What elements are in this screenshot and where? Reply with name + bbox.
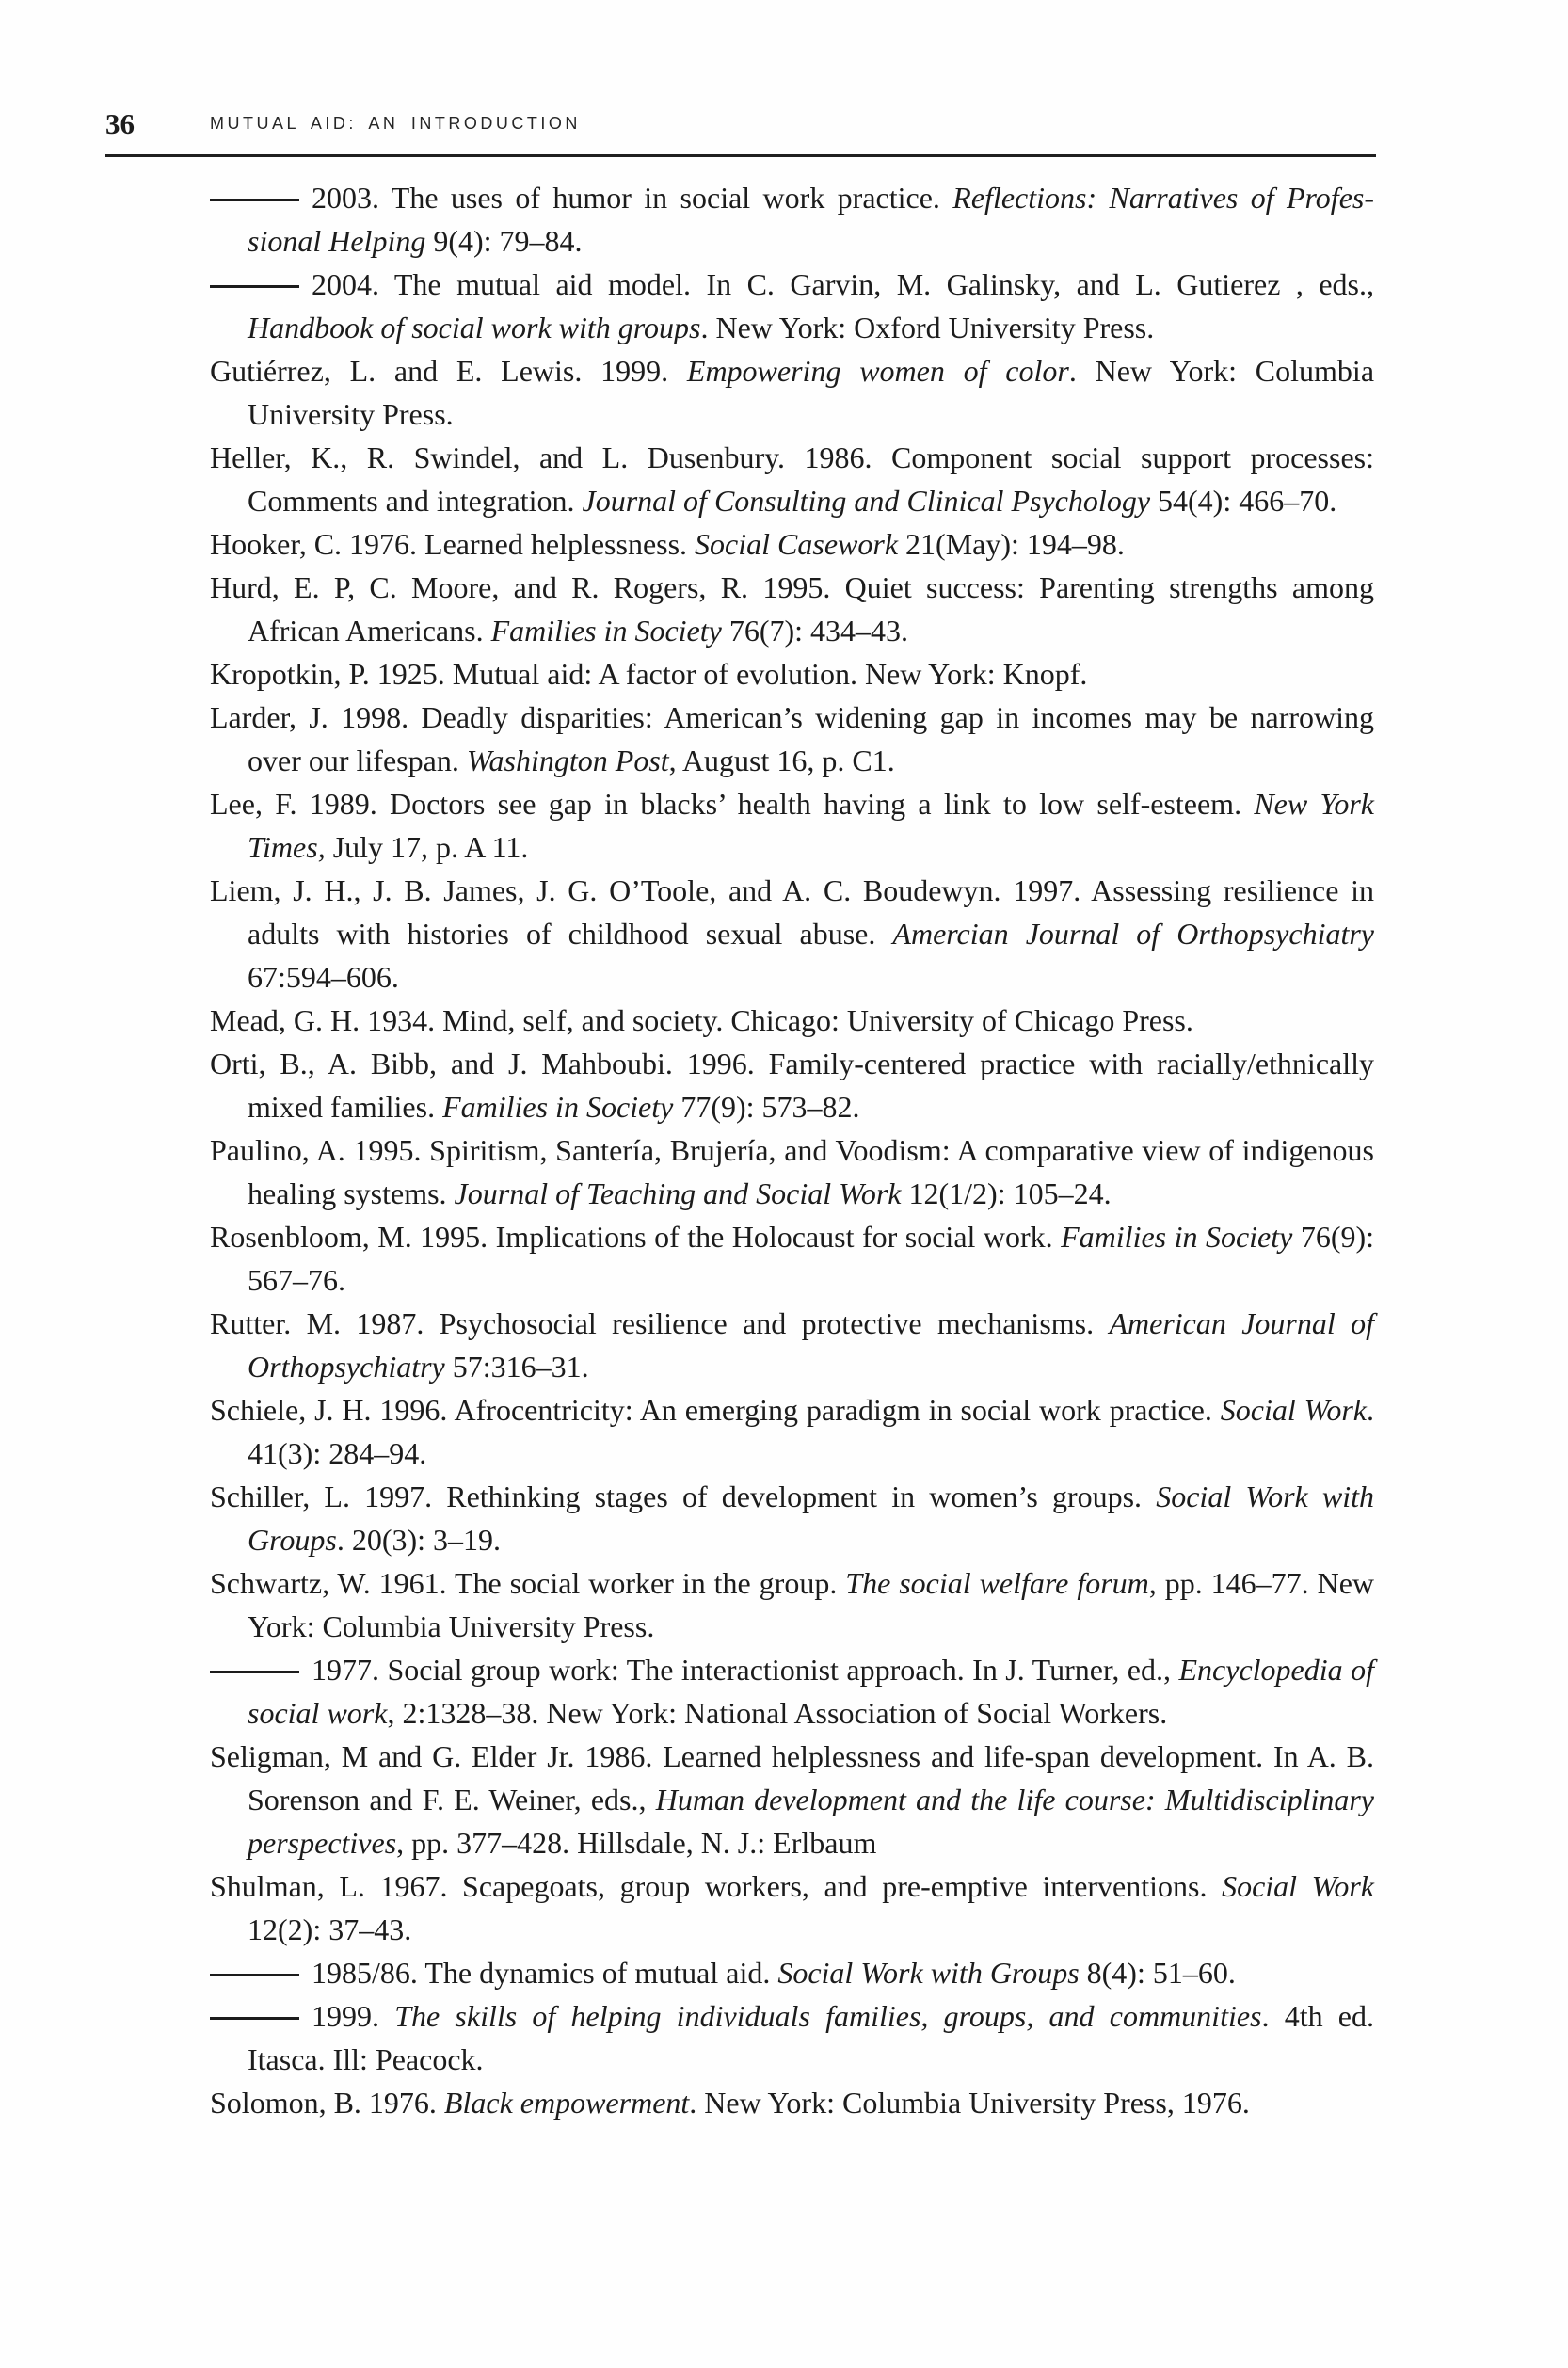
reference-text: July 17, p. A 11. — [325, 830, 529, 864]
reference-entry — [210, 176, 1374, 263]
reference-title-italic: Social Work with Groups — [777, 1956, 1080, 1990]
reference-text: . 20(3): 3–19. — [336, 1523, 502, 1557]
reference-text: , pp. 377–428. Hillsdale, N. J.: Erlbaum — [396, 1826, 877, 1860]
reference-text: Schiele, J. H. 1996. Afrocentricity: An emerging paradigm in social work practice. — [210, 1393, 1221, 1427]
reference-title-italic: Families in Society — [442, 1090, 674, 1124]
same-author-dash — [210, 1671, 299, 1673]
reference-entry — [210, 1951, 1374, 1994]
reference-entry — [210, 696, 1374, 782]
reference-entry — [210, 1475, 1374, 1561]
reference-entry — [210, 652, 1374, 696]
reference-entry — [210, 1042, 1374, 1128]
reference-title-italic: Washington Post — [466, 744, 669, 777]
reference-text: , August 16, p. C1. — [668, 744, 895, 777]
reference-entry — [210, 2081, 1374, 2124]
reference-text: . New York: Oxford University Press. — [700, 311, 1155, 344]
reference-text: . 4th ed. Itasca. Ill: Peacock. — [248, 1999, 1374, 2076]
reference-entry — [210, 522, 1374, 566]
reference-text: Schwartz, W. 1961. The social worker in the group. — [210, 1566, 846, 1600]
reference-text: 1985/86. The dynamics of mutual aid. — [312, 1956, 778, 1990]
reference-title-italic: New York Times, — [248, 787, 1374, 864]
header-rule — [105, 154, 1376, 157]
reference-text: Rosenbloom, M. 1995. Implications of the Holocaust for social work. — [210, 1220, 1062, 1254]
reference-entry — [210, 1388, 1374, 1475]
reference-entry — [210, 1215, 1374, 1302]
reference-text: 1977. Social group work: The interactionist approach. In J. Turner, ed., — [312, 1653, 1179, 1687]
reference-title-italic: Social Work — [1222, 1869, 1375, 1903]
page-number: 36 — [105, 107, 135, 140]
reference-text: 57:316–31. — [444, 1350, 589, 1384]
reference-text: 2003. The uses of humor in social work practice. — [312, 181, 953, 215]
reference-entry — [210, 1648, 1374, 1735]
reference-entry — [210, 263, 1374, 349]
reference-text: 9(4): 79–84. — [425, 224, 583, 258]
reference-title-italic: Amercian Journal of Orthopsychiatry — [892, 917, 1375, 951]
reference-title-italic: American Journal of Orthopsychiatry — [248, 1306, 1375, 1384]
reference-text: Lee, F. 1989. Doctors see gap in blacks’ health having a link to low self-esteem. — [210, 787, 1255, 821]
reference-text: Schiller, L. 1997. Rethinking stages of development in women’s groups. — [210, 1480, 1157, 1513]
reference-text: Heller, K., R. Swindel, and L. Dusenbury. 1986. Component social support processes: Comments and integration. — [210, 440, 1374, 518]
same-author-dash — [210, 2017, 299, 2020]
reference-text: 76(7): 434–43. — [721, 614, 909, 648]
same-author-dash — [210, 1974, 299, 1976]
reference-entry — [210, 349, 1374, 436]
reference-text: Larder, J. 1998. Deadly disparities: American’s widening gap in incomes may be narrowing over our lifespan. — [210, 700, 1374, 777]
reference-text: 67:594–606. — [248, 960, 399, 994]
reference-text: Mead, G. H. 1934. Mind, self, and society. Chicago: University of Chicago Press. — [210, 1003, 1193, 1037]
reference-title-italic: The skills of helping individuals families, groups, and communities — [394, 1999, 1262, 2033]
reference-text: , pp. 146–77. New York: Columbia University Press. — [248, 1566, 1374, 1643]
reference-title-italic: The social welfare forum — [845, 1566, 1149, 1600]
reference-entry — [210, 782, 1374, 869]
same-author-dash — [210, 285, 299, 288]
reference-entry — [210, 436, 1374, 522]
reference-title-italic: Social Work with Groups — [248, 1480, 1375, 1557]
reference-title-italic: Empowering women of color — [686, 354, 1069, 388]
reference-text: 77(9): 573–82. — [673, 1090, 860, 1124]
reference-text: . New York: Columbia University Press, 1976. — [689, 2086, 1250, 2120]
reference-text: Gutiérrez, L. and E. Lewis. 1999. — [210, 354, 687, 388]
reference-entry — [210, 999, 1374, 1042]
running-head: MUTUAL AID: AN INTRODUCTION — [210, 114, 581, 133]
reference-text: 54(4): 466–70. — [1150, 484, 1337, 518]
reference-text: Liem, J. H., J. B. James, J. G. O’Toole, and A. C. Boudewyn. 1997. Assessing resilience in adults with histories of childhood sexual abuse. — [210, 873, 1374, 951]
reference-title-italic: Families in Society — [490, 614, 722, 648]
reference-text: Seligman, M and G. Elder Jr. 1986. Learned helplessness and life-span development. In A. B. Sorenson and F. E. Weiner, eds., — [210, 1739, 1374, 1816]
reference-title-italic: Social Work — [1220, 1393, 1368, 1427]
reference-entry — [210, 566, 1374, 652]
reference-text: Rutter. M. 1987. Psychosocial resilience and protective mechanisms. — [210, 1306, 1110, 1340]
reference-entry — [210, 869, 1374, 999]
reference-entry — [210, 1994, 1374, 2081]
reference-text: 76(9): 567–76. — [248, 1220, 1375, 1297]
same-author-dash — [210, 199, 299, 201]
reference-text: 1999. — [312, 1999, 395, 2033]
reference-text: . New York: Columbia University Press. — [248, 354, 1375, 431]
reference-title-italic: Social Casework — [695, 527, 899, 561]
reference-text: 12(2): 37–43. — [248, 1912, 412, 1946]
reference-entry — [210, 1561, 1374, 1648]
reference-text: , 2:1328–38. New York: National Association of Social Workers. — [387, 1696, 1168, 1730]
reference-text: 8(4): 51–60. — [1079, 1956, 1236, 1990]
reference-text: Kropotkin, P. 1925. Mutual aid: A factor of evolution. New York: Knopf. — [210, 657, 1088, 691]
reference-entry — [210, 1735, 1374, 1864]
reference-text: 2004. The mutual aid model. In C. Garvin, M. Galinsky, and L. Gutierez , eds., — [312, 267, 1374, 301]
reference-title-italic: Handbook of social work with groups — [248, 311, 701, 344]
reference-text: Orti, B., A. Bibb, and J. Mahboubi. 1996. Family-centered practice with racially/ethnically mixed families. — [210, 1047, 1374, 1124]
reference-title-italic: Human development and the life course: Multidisciplinary perspectives — [248, 1783, 1375, 1860]
reference-text: 12(1/2): 105–24. — [901, 1176, 1112, 1210]
reference-entry — [210, 1864, 1374, 1951]
reference-entry — [210, 1128, 1374, 1215]
reference-title-italic: Black empowerment — [443, 2086, 690, 2120]
reference-title-italic: Journal of Consulting and Clinical Psychology — [582, 484, 1151, 518]
reference-text: Solomon, B. 1976. — [210, 2086, 444, 2120]
reference-text: Paulino, A. 1995. Spiritism, Santería, Brujería, and Voodism: A comparative view of indigenous healing systems. — [210, 1133, 1374, 1210]
reference-text: Hooker, C. 1976. Learned helplessness. — [210, 527, 696, 561]
reference-title-italic: Reflections: Narratives of Professional Helping — [248, 181, 1375, 258]
reference-title-italic: Families in Society — [1061, 1220, 1293, 1254]
references-list — [210, 176, 1374, 2124]
reference-text: . 41(3): 284–94. — [248, 1393, 1375, 1470]
reference-text: Shulman, L. 1967. Scapegoats, group workers, and pre-emptive interventions. — [210, 1869, 1223, 1903]
reference-title-italic: Encyclopedia of social work — [248, 1653, 1375, 1730]
reference-text: 21(May): 194–98. — [898, 527, 1125, 561]
reference-text: Hurd, E. P, C. Moore, and R. Rogers, R. 1995. Quiet success: Parenting strengths among African Americans. — [210, 570, 1374, 648]
reference-title-italic: Journal of Teaching and Social Work — [454, 1176, 902, 1210]
reference-entry — [210, 1302, 1374, 1388]
